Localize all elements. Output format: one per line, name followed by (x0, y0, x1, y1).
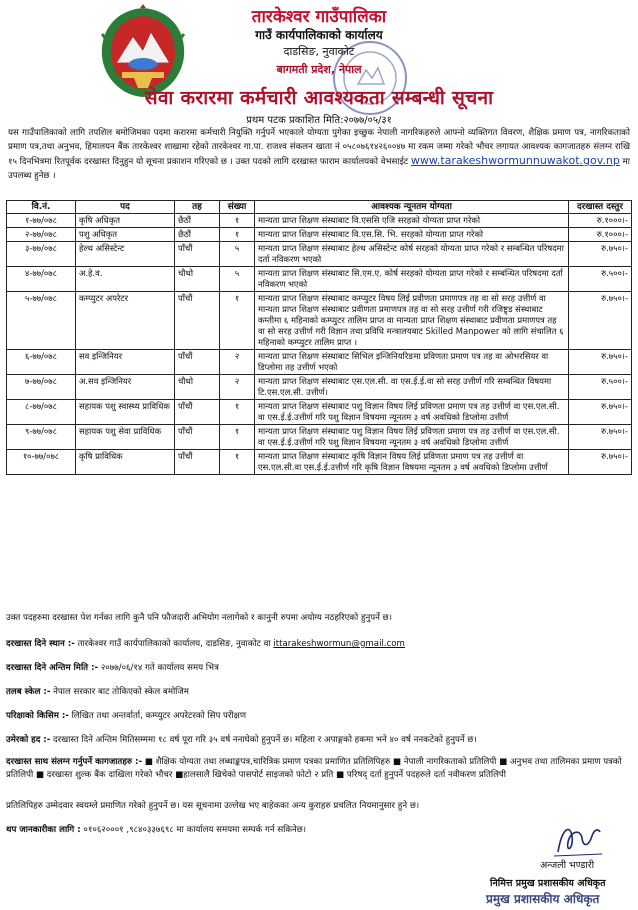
col-header-count: संख्या (220, 201, 255, 214)
col-header-fee: दरखास्त दस्तुर (569, 201, 632, 214)
row-level: चौथो (175, 267, 220, 292)
signatory-name: अन्जली भण्डारी (540, 860, 595, 871)
row-fee: रु.७५०।- (569, 242, 632, 267)
row-qualification: मान्यता प्राप्त शिक्षण संस्थाबाट कम्प्युटर विषय लिई प्रवीणता प्रमाणपत्र तह वा सो सरह उत्तीर्ण वा मान्यता प्राप्त शिक्षण संस्थाबाट प्रवीणता प्रमाणपत्र तह वा सो सरह उत्तीर्ण गरी रजिष्ट्र्ड संस्थाबाट कम्तीमा ६ महिनाको कम्प्युटर तालिम प्राप्त वा मान्यता प्राप्त शिक्षण संस्थाबाट प्रवीणता प्रमाणपत्र तह वा सो सरह उत्तीर्ण गरी विज्ञान तथा प्रविधि मन्त्रालयबाट Skilled Manpower को लागि संचालित ६ महिनाको कम्प्युटर तालिम प्राप्त । (255, 292, 569, 350)
place-label: दरखास्त दिने स्थान :- (6, 639, 75, 649)
org-name: तारकेश्वर गाउँपालिका (251, 7, 387, 27)
row-qualification: मान्यता प्राप्त शिक्षण संस्थाबाट एस.एल.सी. वा एस.ई.ई.वा सो सरह उत्तीर्ण गरि सम्बन्धित विषयमा टि.एस.एल.सी. उत्तीर्ण। (255, 375, 569, 400)
row-count: २ (220, 375, 255, 400)
age-value: दरखास्त दिने अन्तिम मितिसम्ममा १८ वर्ष पूरा गरि ३५ वर्ष ननाघेको हुनुपर्ने छ। महिला र अपाङ्गको हकमा भने ४० वर्ष ननकटेको हुनुपर्ने छ। (53, 735, 477, 745)
criminal-note: उक्त पदहरुमा दरखास्त पेश गर्नका लागि कुनै पनि फौजदारी अभियोग नलागेको र कानुनी रुपमा अयोग्य नठहरिएको हुनुपर्ने छ। (6, 613, 392, 623)
row-number: २-७७/०७८ (7, 228, 76, 242)
handwritten-signature (548, 818, 608, 860)
table-row (7, 425, 632, 450)
copies-note: प्रतिलिपिहरु उम्मेदवार स्वयम्ले प्रमाणित गरेको हुनुपर्ने छ। यस सूचनामा उल्लेख भए बाहेकका अन्य कुराहरु प्रचलित नियमानुसार हुने छ। (6, 801, 420, 811)
row-qualification: मान्यता प्राप्त शिक्षण संस्थाबाट पशु विज्ञान विषय लिई प्रविणता प्रमाण पत्र तह उत्तीर्ण वा एस.एल.सी. वा एस.ई.ई.उत्तीर्ण गरि पशु विज्ञान विषयमा न्यूनतम ३ वर्ष अवधिको डिप्लोमा उत्तीर्ण (255, 425, 569, 450)
table-row (7, 228, 632, 242)
signatory-post: निमित्त प्रमुख प्रशासकीय अधिकृत (490, 878, 606, 889)
row-level: पाँचौं (175, 242, 220, 267)
row-count: १ (220, 425, 255, 450)
district-line: दाडसिङ, नुवाकोट (283, 45, 355, 58)
place-value: तारकेश्वर गाउँ कार्यपालिकाको कार्यालय, दाडसिङ, नुवाकोट वा (77, 639, 271, 649)
row-post: कम्प्युटर अपरेटर (76, 292, 175, 350)
col-header-qualification: आवश्यक न्यूनतम योग्यता (255, 201, 569, 214)
email-link[interactable]: ittarakeshwormun@gmail.com (273, 639, 405, 649)
row-post: सहायक पशु स्वास्थ्य प्राविधिक (76, 400, 175, 425)
row-count: २ (220, 350, 255, 375)
row-number: ८-७७/०७८ (7, 400, 76, 425)
row-number: ६-७७/०७८ (7, 350, 76, 375)
salary-value: नेपाल सरकार बाट तोकिएको स्केल बमोजिम (53, 687, 189, 697)
intro-paragraph (8, 127, 630, 183)
office-name: गाउँ कार्यपालिकाको कार्यालय (255, 28, 383, 42)
salary-label: तलब स्केल :- (6, 687, 51, 697)
row-number: ७-७७/०७८ (7, 375, 76, 400)
row-level: पाँचौं (175, 400, 220, 425)
row-qualification: मान्यता प्राप्त शिक्षण संस्थाबाट हेल्थ असिस्टेन्ट कोर्ष सरहको योग्यता प्राप्त गरेको र सम्बन्धित परिषदमा दर्ता नविकरण भएको (255, 242, 569, 267)
signatory-stamp: प्रमुख प्रशासकीय अधिकृत (486, 892, 600, 906)
row-fee: रु.५००।- (569, 375, 632, 400)
exam-value: लिखित तथा अन्तर्वार्ता, कम्प्युटर अपरेटरको सिप परीक्षण (71, 711, 247, 721)
row-post: कृषि अधिकृत (76, 214, 175, 228)
row-level: छैठौं (175, 214, 220, 228)
row-post: कृषि प्राविधिक (76, 450, 175, 475)
table-row (7, 267, 632, 292)
row-count: ५ (220, 267, 255, 292)
deadline-value: २०७७/०६/१४ गते कार्यालय समय भित्र (100, 663, 219, 673)
row-count: १ (220, 228, 255, 242)
publish-date: प्रथम पटक प्रकाशित मिति:२०७७/०५/३१ (246, 115, 392, 126)
row-count: १ (220, 214, 255, 228)
row-level: पाँचौं (175, 350, 220, 375)
row-qualification: मान्यता प्राप्त शिक्षण संस्थाबाट पशु विज्ञान विषय लिई प्रविणता प्रमाण पत्र तह उत्तीर्ण वा एस.एल.सी. वा एस.ई.ई.उत्तीर्ण गरि पशु विज्ञान विषयमा न्यूनतम ३ वर्ष अवधिको डिप्लोमा उत्तीर्ण (255, 400, 569, 425)
col-header-level: तह (175, 201, 220, 214)
info-value: ०१०६२०००१ ,९८४०३३७६९८ मा कार्यालय समयमा सम्पर्क गर्न सकिनेछ। (83, 825, 307, 835)
row-number: ४-७७/०७८ (7, 267, 76, 292)
row-level: पाँचौं (175, 292, 220, 350)
row-post: हेल्थ असिस्टेन्ट (76, 242, 175, 267)
required-documents (6, 756, 632, 782)
province-line: बागमती प्रदेश, नेपाल (276, 63, 362, 76)
contact-info (6, 824, 632, 837)
row-count: १ (220, 450, 255, 475)
row-level: चौथो (175, 375, 220, 400)
exam-type (6, 710, 632, 723)
table-row (7, 350, 632, 375)
row-count: १ (220, 292, 255, 350)
row-level: पाँचौं (175, 425, 220, 450)
table-header-row (7, 201, 632, 214)
notice-title: सेवा करारमा कर्मचारी आवश्यकता सम्बन्धी सूचना (144, 87, 494, 109)
vacancy-table (6, 200, 632, 475)
row-qualification: मान्यता प्राप्त शिक्षण संस्थाबाट कृषि विज्ञान विषय लिई प्रविणता प्रमाण पत्र तह उत्तीर्ण वा एस.एल.सी.वा एस.ई.ई.उत्तीर्ण गरि कृषि विज्ञान विषयमा न्यूनतम ३ वर्ष अवधिको डिप्लोमा उत्तीर्ण (255, 450, 569, 475)
row-number: ९-७७/०७८ (7, 425, 76, 450)
row-fee: रु.५००।- (569, 267, 632, 292)
salary-scale (6, 686, 632, 699)
row-post: सहायक पशु सेवा प्राविधिक (76, 425, 175, 450)
row-fee: रु.१०००।- (569, 214, 632, 228)
row-fee: रु.७५०।- (569, 350, 632, 375)
table-row (7, 292, 632, 350)
row-qualification: मान्यता प्राप्त शिक्षण संस्थाबाट वि.एस.सि. भि. सरहको योग्यता प्राप्त गरेको (255, 228, 569, 242)
row-post: सव इन्जिनियर (76, 350, 175, 375)
row-number: ५-७७/०७८ (7, 292, 76, 350)
row-fee: रु.७५०।- (569, 292, 632, 350)
row-count: ५ (220, 242, 255, 267)
application-place (6, 638, 632, 651)
docs-value: ■ शैक्षिक योग्यता तथा लब्धाङ्कपत्र,चारित्रिक प्रमाण पत्रका प्रमाणित प्रतिलिपिहरु ■ नेपाली नागरिकताको प्रतिलिपी ■ अनुभव तथा तालिमका प्रमाण पत्रको प्रतिलिपी ■ दरखास्त शुल्क बैंक दाखिला गरेको भौचर ■हालसालै खिचेको पासपोर्ट साइजको फोटो २ प्रति ■ परिषद् दर्ता हुनुपर्ने पदहरुले दर्ता नवीकरण प्रतिलिपी (6, 757, 622, 780)
row-post: पशु अधिकृत (76, 228, 175, 242)
website-link[interactable]: www.tarakeshwormunnuwakot.gov.np (410, 154, 620, 167)
deadline-label: दरखास्त दिने अन्तिम मिति :- (6, 663, 99, 673)
row-count: १ (220, 400, 255, 425)
table-row (7, 214, 632, 228)
row-post: अ.सव इन्जिनियर (76, 375, 175, 400)
row-fee: रु.१०००।- (569, 228, 632, 242)
row-qualification: मान्यता प्राप्त शिक्षण संस्थाबाट वि.एससि एजि सरहको योग्यता प्राप्त गरेको (255, 214, 569, 228)
col-header-post: पद (76, 201, 175, 214)
row-level: छैठौं (175, 228, 220, 242)
table-row (7, 375, 632, 400)
docs-label: दरखास्त साथ संलग्न गर्नुपर्ने कागजातहरु :- (6, 757, 143, 767)
age-label: उमेरको हद :- (6, 735, 51, 745)
deadline (6, 662, 632, 675)
col-header-number: वि.नं. (7, 201, 76, 214)
row-level: पाँचौं (175, 450, 220, 475)
info-label: थप जानकारीका लागि : (6, 825, 81, 835)
row-fee: रु.७५०।- (569, 400, 632, 425)
intro-text: यस गाउँपालिकाको लागि तपशिल बमोजिमका पदमा करारमा कर्मचारी नियुक्ति गर्नुपर्ने भएकाले योग्यता पुगेका इच्छुक नेपाली नागरिकहरुले आफ्नो व्यक्तिगत विवरण, शैक्षिक प्रमाण पत्र, नागरिकताको प्रमाण पत्र,तथा अनुभव, हिमालयन बैंक तारकेश्वर शाखामा रहेको तारकेश्वर गा.पा. राजश्व संकलन खाता नं ०५८०७६१४२६००४७ मा रकम जम्मा गरेको भौचर लगायत आवश्यक कागजातहरु संलग्न राखि १५ दिनभित्रमा रितपूर्वक दरखास्त दिनुहुन यो सूचना प्रकाशन गरिएको छ । उक्त पदको लागि दरखास्त फाराम कार्यालयको वेभसाईट (8, 128, 630, 167)
row-qualification: मान्यता प्राप्त शिक्षण संस्थाबाट सि.एम.ए. कोर्ष सरहको योग्यता प्राप्त गरेको र सम्बन्धित परिषदमा दर्ता नविकरण भएको (255, 267, 569, 292)
row-fee: रु.७५०।- (569, 425, 632, 450)
row-number: १०-७७/०७८ (7, 450, 76, 475)
table-row (7, 400, 632, 425)
table-row (7, 242, 632, 267)
row-post: अ.हे.व. (76, 267, 175, 292)
row-number: ३-७७/०७८ (7, 242, 76, 267)
row-fee: रु.७५०।- (569, 450, 632, 475)
intro-text-end: मा उपलब्ध हुनेछ । (8, 157, 630, 181)
age-limit (6, 734, 632, 747)
exam-label: परिक्षाको किसिम :- (6, 711, 69, 721)
row-qualification: मान्यता प्राप्त शिक्षण संस्थाबाट सिभिल इन्जिनियरिङमा प्रविणता प्रमाण पत्र तह वा ओभरसियर वा डिप्लोमा तह उत्तीर्ण भएको (255, 350, 569, 375)
row-number: १-७७/०७८ (7, 214, 76, 228)
table-row (7, 450, 632, 475)
